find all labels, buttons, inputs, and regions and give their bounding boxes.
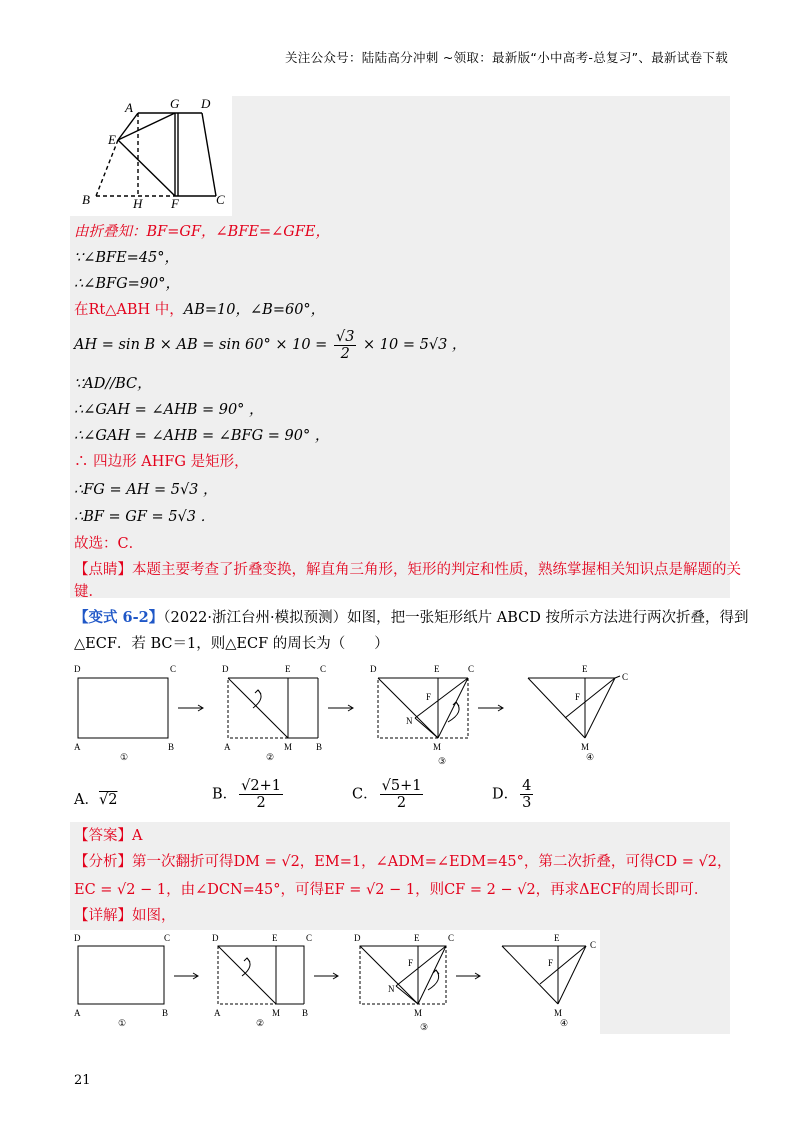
f2-label-B: B [316, 742, 323, 752]
f3-label-N: N [406, 716, 413, 726]
page-number: 21 [74, 1073, 91, 1088]
f1-caption: ① [120, 752, 129, 762]
d2-label-B: B [302, 1008, 309, 1018]
solution-line-2: ∵∠BFE=45°， [74, 250, 180, 266]
d1-label-D: D [74, 933, 81, 943]
f2-label-E: E [285, 664, 291, 674]
label-B: B [82, 192, 90, 207]
f2-caption: ② [266, 752, 275, 762]
label-A: A [125, 100, 133, 115]
option-d[interactable] [492, 778, 535, 811]
d4-label-F: F [548, 958, 554, 968]
d1-label-C: C [164, 933, 171, 943]
solution-line-9: ∴ 四边形 AHFG 是矩形， [74, 454, 249, 470]
option-a-label: A． [74, 792, 99, 808]
key-point-line: 【点睛】本题主要考查了折叠变换，解直角三角形，矩形的判定和性质，熟练掌握相关知识点是解题的关 [74, 562, 741, 578]
question-line-1 [74, 608, 748, 628]
d2-label-D: D [212, 933, 219, 943]
top-figure [70, 96, 232, 216]
solution-line-5-den: 2 [340, 345, 350, 362]
solution-line-4 [74, 300, 325, 320]
key-point-line-2: 键． [74, 584, 103, 600]
d1-label-B: B [162, 1008, 169, 1018]
label-G: G [170, 96, 180, 111]
d3-label-C: C [448, 933, 455, 943]
option-c[interactable] [352, 778, 425, 811]
solution-line-5-left: AH = sin B × AB = sin 60° × 10 = [74, 337, 328, 353]
f2-label-D: D [222, 664, 229, 674]
option-d-den: 3 [522, 795, 532, 811]
f3-label-E: E [434, 664, 440, 674]
f1-label-A: A [74, 742, 81, 752]
f4-caption: ④ [586, 752, 595, 762]
f2-label-M: M [284, 742, 293, 752]
detail-figure-box [70, 930, 600, 1034]
solution-line-4-red: 在Rt△ABH 中， [74, 302, 184, 318]
solution-line-1: 由折叠知：BF=GF，∠BFE=∠GFE， [74, 224, 330, 240]
option-c-num: √5+1 [381, 778, 422, 794]
label-D: D [201, 96, 211, 111]
option-a-value: √2 [98, 792, 118, 808]
d1-label-A: A [74, 1008, 81, 1018]
question-text-1: （2022·浙江台州·模拟预测）如图，把一张矩形纸片 ABCD 按所示方法进行两次折叠，得到 [163, 610, 749, 626]
f3-label-D: D [370, 664, 377, 674]
f3-label-F: F [426, 692, 432, 702]
d3-caption: ③ [420, 1022, 429, 1032]
option-d-label: D． [492, 786, 519, 803]
f1-label-D: D [74, 664, 81, 674]
d2-caption: ② [256, 1018, 265, 1028]
solution-line-5-num: √3 [335, 328, 355, 345]
solution-line-7: ∴∠GAH = ∠AHB = 90° ， [74, 402, 264, 418]
option-c-den: 2 [396, 795, 407, 811]
d4-label-C: C [590, 940, 597, 950]
d2-label-C: C [306, 933, 313, 943]
question-tag: 【变式 6-2】 [74, 609, 164, 626]
label-H: H [133, 196, 143, 211]
option-d-num: 4 [522, 778, 532, 794]
f2-label-A: A [224, 742, 231, 752]
f4-label-C: C [622, 672, 629, 682]
f1-label-C: C [170, 664, 177, 674]
answer-line: 【答案】A [74, 828, 143, 844]
d3-label-M: M [414, 1008, 423, 1018]
d4-label-E: E [554, 933, 560, 943]
option-a[interactable] [74, 788, 117, 809]
option-b-num: √2+1 [241, 778, 281, 794]
solution-line-12: 故选：C． [74, 536, 144, 552]
label-F: F [171, 196, 179, 211]
solution-line-10: ∴FG = AH = 5√3 ， [74, 482, 218, 498]
analysis-line-2: EC = √2 − 1，由∠DCN=45°，可得EF = √2 − 1，则CF = 2 − √2，再求ΔECF的周长即可． [74, 882, 709, 898]
f2-label-C: C [320, 664, 327, 674]
f3-caption: ③ [438, 756, 447, 766]
option-b[interactable] [212, 778, 285, 811]
analysis-line-1: 【分析】第一次翻折可得DM = √2，EM=1，∠ADM=∠EDM=45°，第二次折叠，可得CD = √2， [74, 854, 732, 870]
detail-figures [70, 930, 600, 1034]
solution-line-8: ∴∠GAH = ∠AHB = ∠BFG = 90° ， [74, 428, 330, 444]
d4-label-M: M [554, 1008, 563, 1018]
option-c-label: C． [352, 786, 378, 803]
solution-line-3: ∴∠BFG=90°， [74, 276, 181, 292]
d3-label-D: D [354, 933, 361, 943]
f3-label-C: C [468, 664, 475, 674]
trapezoid-diagram [70, 96, 232, 216]
solution-line-5-right: × 10 = 5√3 ， [363, 337, 467, 353]
d3-label-F: F [408, 958, 414, 968]
fold-figures [70, 660, 670, 770]
label-C: C [216, 192, 225, 207]
solution-line-6: ∵AD//BC， [74, 376, 152, 392]
d2-label-E: E [272, 933, 278, 943]
page-header: 关注公众号：陆陆高分冲刺 ~领取：最新版“小中高考-总复习”、最新试卷下载 [284, 50, 728, 65]
d2-label-M: M [272, 1008, 281, 1018]
d4-caption: ④ [560, 1018, 569, 1028]
label-E: E [108, 132, 116, 147]
d2-label-A: A [214, 1008, 221, 1018]
solution-line-11: ∴BF = GF = 5√3 ． [74, 509, 216, 525]
detail-line: 【详解】如图， [74, 908, 176, 924]
solution-line-4-black: AB=10，∠B=60°， [183, 302, 326, 318]
f3-label-M: M [433, 742, 442, 752]
f4-label-E: E [582, 664, 588, 674]
option-b-label: B． [212, 786, 238, 803]
d1-caption: ① [118, 1018, 127, 1028]
question-line-2: △ECF．若 BC＝1，则△ECF 的周长为（ ） [74, 636, 389, 652]
d3-label-N: N [388, 984, 395, 994]
f4-label-M: M [581, 742, 590, 752]
d3-label-E: E [414, 933, 420, 943]
option-b-den: 2 [256, 795, 266, 811]
f1-label-B: B [168, 742, 175, 752]
solution-line-5 [74, 328, 466, 362]
f4-label-F: F [575, 692, 581, 702]
